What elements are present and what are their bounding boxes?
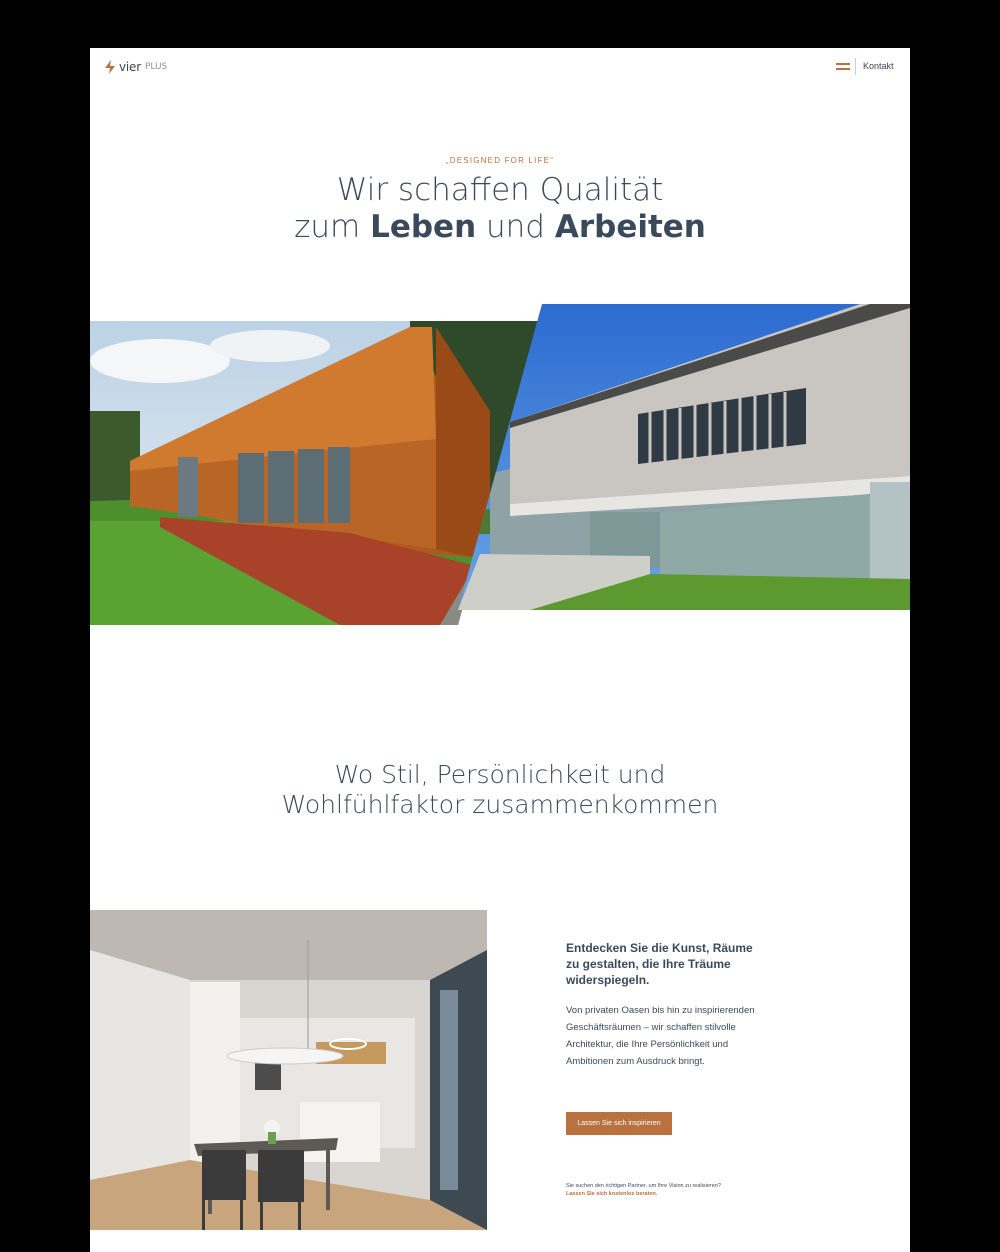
feature-body: Von privaten Oasen bis hin zu inspirierenden Geschäftsräumen – wir schaffen stilvolle Architektur, die Ihre Persönlichkeit und Ambitionen zum Ausdruck bringt. xyxy=(566,1005,755,1067)
consultation-note-text: Sie suchen den richtigen Partner, um Ihre Vision zu realisieren? xyxy=(566,1183,721,1189)
feature-title: Entdecken Sie die Kunst, Räume zu gestalten, die Ihre Träume widerspiegeln. xyxy=(566,941,753,987)
modern-building-photo xyxy=(450,304,910,610)
hero-headline-line1: Wir schaffen Qualität xyxy=(336,172,664,208)
logo-text-primary: vier xyxy=(119,60,141,74)
interior-kitchen-photo xyxy=(90,910,487,1230)
contact-link[interactable]: Kontakt xyxy=(863,61,894,71)
section-headline xyxy=(90,760,910,820)
page xyxy=(90,48,910,1252)
inspire-button[interactable]: Lassen Sie sich inspirieren xyxy=(566,1112,672,1135)
consultation-note xyxy=(566,1182,786,1198)
hero-headline-line2: zum Leben und Arbeiten xyxy=(294,209,706,245)
logo-text-secondary: PLUS xyxy=(144,62,168,72)
header-divider xyxy=(855,58,856,75)
consultation-link[interactable]: Lassen Sie sich kostenlos beraten. xyxy=(566,1191,658,1197)
hero-eyebrow: „DESIGNED FOR LIFE“ xyxy=(445,156,555,165)
section-headline-line2: Wohlfühlfaktor zusammenkommen xyxy=(281,790,719,819)
hero-headline xyxy=(90,172,910,246)
section-headline-line1: Wo Stil, Persönlichkeit und xyxy=(334,760,666,789)
logo-mark-icon xyxy=(104,60,116,74)
hamburger-menu-icon[interactable] xyxy=(836,61,850,71)
brand-logo[interactable] xyxy=(104,60,167,74)
feature-text-block xyxy=(566,940,766,1070)
